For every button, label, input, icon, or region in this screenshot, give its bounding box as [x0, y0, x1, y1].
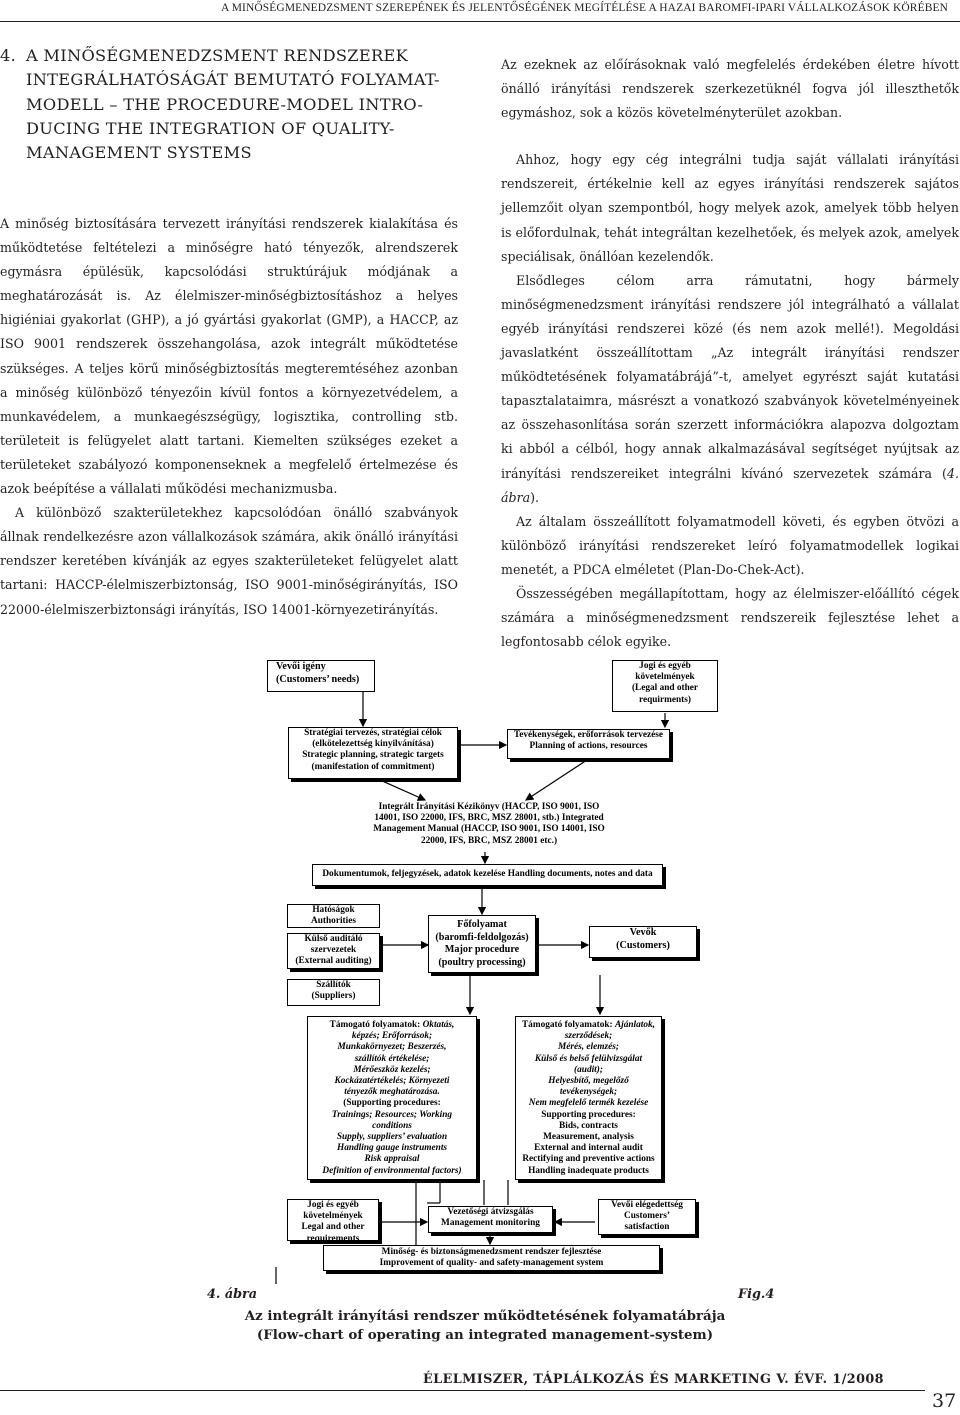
right-paragraph-5: Összességében megállapítottam, hogy az élelmiszer-előállító cégek számára a minőségmenedzsment rendszereik fejlesztése lehet a legfontosabb célok egyike. — [501, 585, 959, 650]
integrated-manual-box: Integrált Irányítási Kézikönyv (HACCP, ISO 9001, ISO 14001, ISO 22000, IFS, BRC, MSZ 28001, stb.) Integrated Management Manual (HACCP, ISO 9001, ISO 14001, ISO 22000, IFS, BRC, MSZ 28001 etc.) — [360, 802, 618, 852]
section-title-line-3: MODELL – THE PROCEDURE-MODEL INTRO- — [26, 94, 424, 114]
section-title-line-5: MANAGEMENT SYSTEMS — [26, 143, 252, 163]
legal-requirements-top-box: Jogi és egyéb követelmények (Legal and other requirments) — [612, 660, 718, 712]
documents-box: Dokumentumok, feljegyzések, adatok kezelése Handling documents, notes and data — [312, 864, 663, 886]
planning-actions-box: Tevékenységek, erőforrások tervezése Planning of actions, resources — [507, 729, 670, 759]
customer-satisfaction-box: Vevői elégedettség Customers’ satisfaction — [598, 1199, 696, 1235]
section-number: 4. — [0, 46, 17, 65]
strategic-planning-box: Stratégiai tervezés, stratégiai célok (elkötelezettség kinyilvánítása) Strategic planning, strategic targets (manifestation of commitment) — [288, 727, 458, 779]
improvement-box: Minőség- és biztonságmenedzsment rendszer fejlesztése Improvement of quality- and safety-management system — [323, 1245, 660, 1271]
footer-rule — [0, 1390, 925, 1391]
figure-label-hu: 4. ábra — [207, 1287, 258, 1302]
legal-requirements-bottom-box: Jogi és egyéb követelmények Legal and other requirements — [287, 1199, 379, 1241]
running-header: A MINŐSÉGMENEDZSMENT SZEREPÉNEK ÉS JELENTŐSÉGÉNEK MEGÍTÉLÉSE A HAZAI BAROMFI-IPARI VÁLLALKOZÁSOK KÖRÉBEN — [220, 2, 948, 14]
figure-reference: 4. ábra — [501, 465, 959, 505]
right-paragraph-4: Az általam összeállított folyamatmodell követi, és egyben ötvözi a különböző irányítási rendszereket leíró folyamatmodellek logikai menetét, a PDCA elméletet (Plan-Do-Chek-Act). — [501, 513, 959, 577]
section-title-line-1: A MINŐSÉGMENEDZSMENT RENDSZEREK — [26, 46, 408, 65]
authorities-box: Hatóságok Authorities — [287, 904, 380, 928]
figure-label-en: Fig.4 — [738, 1287, 775, 1302]
page-number: 37 — [932, 1390, 957, 1412]
support-procedures-left-box: Támogató folyamatok: Oktatás, képzés; Erőforrások; Munkakörnyezet; Beszerzés, szállítók értékelése; Mérőeszköz kezelés; Kockázatértékelés; Környezeti tényezők meghatározása. (Supporting procedures: Trainings; Resources; Working conditions Supply, suppliers’ evaluation Handling gauge instruments Risk appraisal Definition of environmental factors) — [307, 1016, 477, 1180]
right-paragraph-2: Ahhoz, hogy egy cég integrálni tudja saját vállalati irányítási rendszereit, értékelnie kell az egyes irányítási rendszerek sajátos jellemzőit olyan szempontból, hogy melyek azok, amelyek több helyen is előfordulnak, tehát integráltan kezelhetőek, és melyek azok, amelyek speciálisak, önállóan kezelendők. — [501, 152, 959, 264]
section-title-line-2: INTEGRÁLHATÓSÁGÁT BEMUTATÓ FOLYAMAT- — [26, 70, 440, 90]
section-title-line-4: DUCING THE INTEGRATION OF QUALITY- — [26, 118, 395, 138]
major-procedure-box: Főfolyamat (baromfi-feldolgozás) Major procedure (poultry processing) — [428, 915, 536, 973]
left-paragraph-2: A különböző szakterületekhez kapcsolódóan önálló szabványok állnak rendelkezésre azon vállalkozások számára, akik önálló irányítási rendszer keretében kívánják az egyes szakterületeket felügyelet alatt tartani: HACCP-élelmiszerbiztonság, ISO 9001-minőségirányítás, ISO 22000-élelmiszerbiztonsági irányítás, ISO 14001-környezetirányítás. — [0, 505, 458, 617]
suppliers-box: Szállítók (Suppliers) — [287, 979, 380, 1006]
figure-caption-hu: Az integrált irányítási rendszer működtetésének folyamatábrája — [244, 1308, 726, 1324]
right-paragraph-3: Elsődleges célom arra rámutatni, hogy bármely minőségmenedzsment irányítási rendszere jól integrálható a vállalat egyéb irányítási rendszerei közé (és nem azok mellé!). Megoldási javaslatként összeállítottam „Az integrált irányítási rendszer működtetésének folyamatábrájá”-t, amelyet egyrészt saját kutatási tapasztalataimra, másrészt a vonatkozó szabványok követelményeinek az összehasonlítása során szerzett információkra alapozva dolgoztam ki abból a célból, hogy annak alkalmazásával segítséget nyújtsak az irányítási rendszereiket integrálni kívánó szervezetek számára (4. ábra). — [501, 272, 959, 505]
support-procedures-right-box: Támogató folyamatok: Ajánlatok, szerződések; Mérés, elemzés; Külső és belső felülvizsgálat (audit); Helyesbítő, megelőző tevékenységek; Nem megfelelő termék kezelése Supporting procedures: Bids, contracts Measurement, analysis External and internal audit Rectifying and preventive actions Handling inadequate products — [515, 1016, 662, 1180]
right-paragraph-1: Az ezeknek az előírásoknak való megfelelés érdekében életre hívott önálló irányítási rendszerek szerkezetüknél fogva jól illeszthetők egymáshoz, sok a közös követelményterület azokban. — [501, 57, 959, 121]
customers-box: Vevők (Customers) — [589, 926, 697, 958]
management-monitoring-box: Vezetőségi átvizsgálás Management monitoring — [428, 1206, 553, 1233]
footer-journal: ÉLELMISZER, TÁPLÁLKOZÁS ÉS MARKETING V. ÉVF. 1/2008 — [423, 1372, 884, 1387]
figure-caption-en: (Flow-chart of operating an integrated management-system) — [256, 1327, 714, 1343]
external-audit-box: Külső auditáló szervezetek (External auditing) — [287, 933, 380, 969]
customers-needs-box: Vevői igény (Customers’ needs) — [267, 660, 375, 692]
left-paragraph-1: A minőség biztosítására tervezett irányítási rendszerek kialakítása és működtetése feltételezi a minőségre ható tényezők, alrendszerek egymásra épülésük, kapcsolódási struktúrájuk módjának a meghatározását is. Az élelmiszer-minőségbiztosításhoz a helyes higiéniai gyakorlat (GHP), a jó gyártási gyakorlat (GMP), a HACCP, az ISO 9001 rendszerek összehangolása, azok integrált működtetése szükséges. A teljes körű minőségbiztosítás megteremtéséhez azonban a minőség különböző tényezőin kívül fontos a környezetvédelem, a munkavédelem, a munkaegészségügy, logisztika, controlling stb. területeit is felügyelet alatt tartani. Kiemelten szükséges ezeket a területeket szabályozó komponenseknek a megfelelő értelmezése és azok beépítése a vállalati működési mechanizmusba. — [0, 216, 458, 497]
